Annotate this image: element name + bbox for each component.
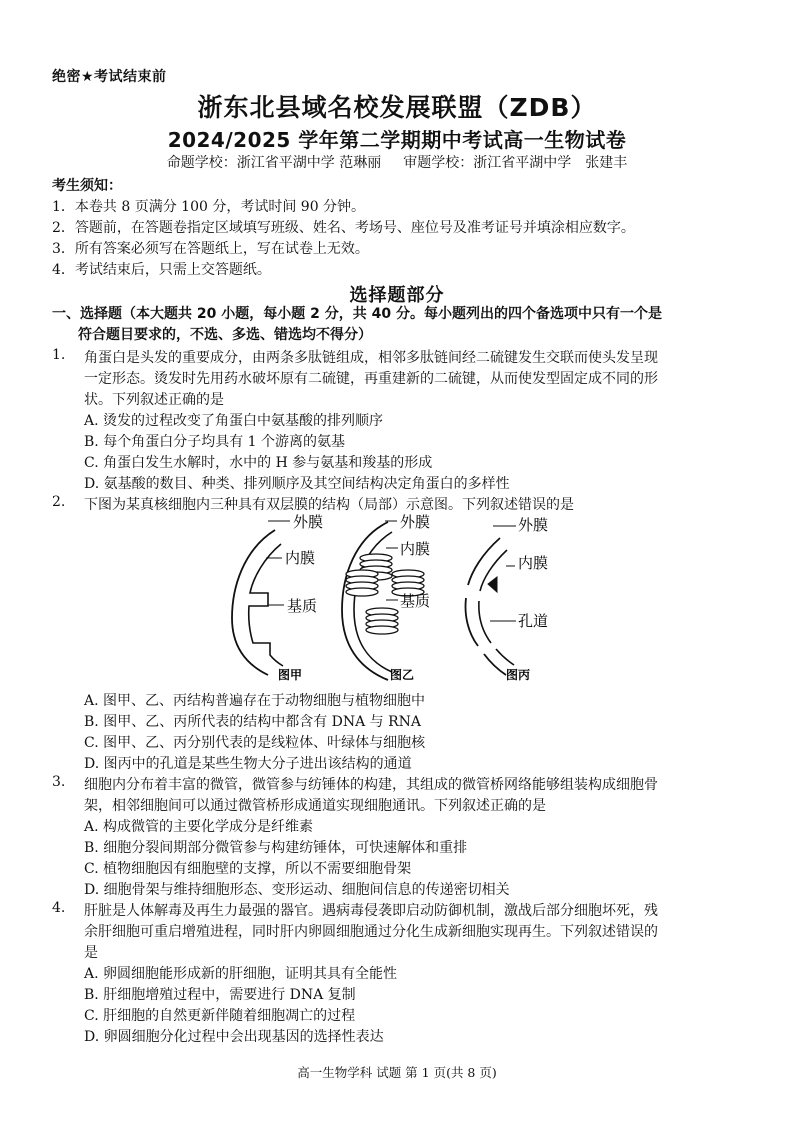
q1-option-d: D. 氨基酸的数目、种类、排列顺序及其空间结构决定角蛋白的多样性 (84, 476, 510, 492)
jia-caption: 图甲 (278, 668, 303, 682)
q2-stem-line: 下图为某真核细胞内三种具有双层膜的结构（局部）示意图。下列叙述错误的是 (84, 497, 574, 513)
q3-option-d: D. 细胞骨架与维持细胞形态、变形运动、细胞间信息的传递密切相关 (84, 882, 510, 898)
q1-option-a: A. 烫发的过程改变了角蛋白中氨基酸的排列顺序 (84, 413, 384, 429)
page-footer: 高一生物学科 试题 第 1 页(共 8 页) (297, 1065, 497, 1080)
setter-school: 命题学校：浙江省平湖中学 范琳丽 (166, 155, 382, 171)
q1-option-b: B. 每个角蛋白分子均具有 1 个游离的氨基 (84, 434, 345, 450)
reviewer-school: 审题学校：浙江省平湖中学 张建丰 (403, 155, 628, 171)
q4-option-d: D. 卵圆细胞分化过程中会出现基因的选择性表达 (84, 1029, 384, 1045)
bing-inner-segment (479, 601, 491, 643)
jia-inner-label: 内膜 (285, 549, 316, 567)
q4-stem-line: 是 (84, 945, 98, 961)
q4-stem-line: 肝脏是人体解毒及再生力最强的器官。遇病毒侵袭即启动防御机制，激战后部分细胞坏死，残 (84, 903, 658, 919)
notice-item: 1．本卷共 8 页满分 100 分，考试时间 90 分钟。 (52, 199, 366, 215)
yi-outer-label: 外膜 (400, 513, 431, 531)
q1-number: 1. (52, 347, 66, 363)
confidential-label: 绝密★考试结束前 (52, 69, 167, 85)
q2-option-d: D. 图丙中的孔道是某些生物大分子进出该结构的通道 (84, 756, 412, 772)
notice-item: 3．所有答案必须写在答题纸上，写在试卷上无效。 (52, 241, 369, 257)
section-title: 选择题部分 (349, 285, 445, 306)
yi-inner-membrane (354, 532, 392, 672)
notice-item: 2．答题前，在答题卷指定区域填写班级、姓名、考场号、座位号及准考证号并填涂相应数字。 (52, 220, 635, 236)
bing-inner-segment (496, 649, 514, 665)
q2-number: 2. (52, 494, 66, 510)
bing-inner-label: 内膜 (518, 554, 549, 572)
q2-option-a: A. 图甲、乙、丙结构普遍存在于动物细胞与植物细胞中 (84, 693, 426, 709)
figure-yi (342, 521, 398, 680)
bing-outer-label: 外膜 (518, 516, 549, 534)
q3-number: 3. (52, 774, 66, 790)
alliance-title: 浙东北县域名校发展联盟（ZDB） (197, 93, 597, 122)
q1-stem-line: 状。下列叙述正确的是 (84, 392, 224, 408)
bing-pore-marker (488, 577, 497, 592)
yi-caption: 图乙 (390, 668, 415, 682)
yi-inner-label: 内膜 (400, 540, 431, 558)
figure-jia (232, 521, 290, 675)
q3-stem-line: 架，相邻细胞间可以通过微管桥形成通道实现细胞通讯。下列叙述正确的是 (84, 798, 546, 814)
authors-line (0, 152, 794, 172)
exam-title: 2024/2025 学年第二学期期中考试高一生物试卷 (167, 128, 627, 152)
instructions-line-1: 一、选择题（本大题共 20 小题，每小题 2 分，共 40 分。每小题列出的四个备选项中只有一个是 (52, 306, 662, 322)
bing-outer-segment (484, 654, 506, 675)
bing-pore-label: 孔道 (518, 612, 549, 630)
q1-option-c: C. 角蛋白发生水解时，水中的 H 参与氨基和羧基的形成 (84, 455, 433, 471)
q4-stem-line: 余肝细胞可重启增殖进程，同时肝内卵圆细胞通过分化生成新细胞实现再生。下列叙述错误的 (84, 924, 658, 940)
q2-option-c: C. 图甲、乙、丙分别代表的是线粒体、叶绿体与细胞核 (84, 735, 426, 751)
q1-stem-line: 一定形态。烫发时先用药水破坏原有二硫键，再重建新的二硫键，从而使发型固定成不同的形 (84, 371, 658, 387)
granum-stack (346, 570, 378, 596)
instructions-line-2: 符合题目要求的，不选、多选、错选均不得分） (78, 327, 372, 343)
q2-option-b: B. 图甲、乙、丙所代表的结构中都含有 DNA 与 RNA (84, 714, 422, 730)
q3-stem-line: 细胞内分布着丰富的微管，微管参与纺锤体的构建，其组成的微管桥网络能够组装构成细胞骨 (84, 777, 658, 793)
bing-outer-segment (466, 598, 479, 646)
yi-matrix-label: 基质 (400, 592, 431, 610)
jia-outer-label: 外膜 (293, 513, 324, 531)
q4-option-b: B. 肝细胞增殖过程中，需要进行 DNA 复制 (84, 987, 356, 1003)
q3-option-a: A. 构成微管的主要化学成分是纤维素 (84, 819, 314, 835)
figure-bing (466, 526, 517, 675)
q4-option-c: C. 肝细胞的自然更新伴随着细胞凋亡的过程 (84, 1008, 356, 1024)
notice-item: 4．考试结束后，只需上交答题纸。 (52, 262, 271, 278)
bing-caption: 图丙 (506, 668, 531, 682)
q3-option-b: B. 细胞分裂间期部分微管参与构建纺锤体，可快速解体和重排 (84, 840, 468, 856)
jia-matrix-label: 基质 (287, 597, 318, 615)
q4-number: 4. (52, 900, 66, 916)
granum-stack (366, 608, 398, 634)
yi-outer-membrane (342, 522, 388, 680)
organelle-figure (0, 508, 794, 688)
notice-heading: 考生须知： (52, 178, 122, 194)
section-instructions (52, 304, 752, 346)
q1-stem-line: 角蛋白是头发的重要成分，由两条多肽链组成，相邻多肽链间经二硫键发生交联而使头发呈现 (84, 350, 658, 366)
q4-option-a: A. 卵圆细胞能形成新的肝细胞，证明其具有全能性 (84, 966, 398, 982)
q3-option-c: C. 植物细胞因有细胞壁的支撑，所以不需要细胞骨架 (84, 861, 412, 877)
